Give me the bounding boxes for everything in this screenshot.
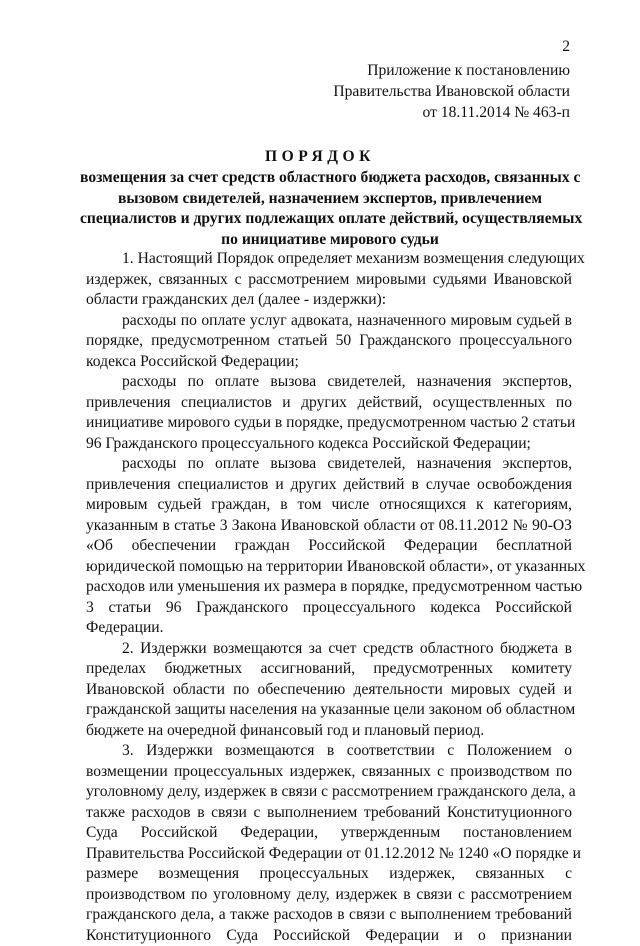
body-line: мировым судьей граждан, в том числе относящихся к категориям, (86, 495, 572, 516)
body-line: также расходов в связи с выполнением требований Конституционного (86, 803, 572, 824)
body-line: юридической помощью на территории Ивановской области», от указанных (86, 557, 572, 578)
document-body (86, 249, 572, 946)
body-line: возмещении процессуальных издержек, связанных с производством по (86, 762, 572, 783)
body-line: Ивановской области по обеспечению деятельности мировых судей и (86, 680, 572, 701)
appendix-line: Правительства Ивановской области (333, 81, 570, 102)
body-line: размере возмещения процессуальных издержек, связанных с (86, 864, 572, 885)
body-line: Федерации. (86, 618, 572, 639)
body-line: указанным в статье 3 Закона Ивановской области от 08.11.2012 № 90-ОЗ (86, 516, 572, 537)
body-line: 2. Издержки возмещаются за счет средств областного бюджета в (86, 639, 572, 660)
body-line: пределах бюджетных ассигнований, предусмотренных комитету (86, 659, 572, 680)
body-line: расходы по оплате вызова свидетелей, назначения экспертов, (86, 454, 572, 475)
body-line: порядке, предусмотренном статьей 50 Гражданского процессуального (86, 331, 572, 352)
body-line: расходов или уменьшения их размера в порядке, предусмотренном частью (86, 577, 572, 598)
subtitle-line: специалистов и других подлежащих оплате действий, осуществляемых (80, 209, 580, 230)
body-line: Суда Российской Федерации, утвержденным постановлением (86, 823, 572, 844)
body-line: кодекса Российской Федерации; (86, 352, 572, 373)
appendix-header (333, 60, 570, 123)
body-line: 3 статьи 96 Гражданского процессуального кодекса Российской (86, 598, 572, 619)
body-line: гражданского дела, а также расходов в связи с выполнением требований (86, 905, 572, 926)
body-line: инициативе мирового судьи в порядке, предусмотренном частью 2 статьи (86, 413, 572, 434)
body-line: Правительства Российской Федерации от 01.12.2012 № 1240 «О порядке и (86, 844, 572, 865)
body-line: «Об обеспечении граждан Российской Федерации бесплатной (86, 536, 572, 557)
subtitle-line: вызовом свидетелей, назначением экспертов, привлечением (80, 189, 580, 210)
body-line: области гражданских дел (далее - издержки): (86, 290, 572, 311)
body-line: привлечения специалистов и других действий в случае освобождения (86, 475, 572, 496)
appendix-line: Приложение к постановлению (333, 60, 570, 81)
body-line: Конституционного Суда Российской Федерации и о признании (86, 926, 572, 946)
body-line: расходы по оплате услуг адвоката, назначенного мировым судьей в (86, 311, 572, 332)
appendix-line: от 18.11.2014 № 463-п (333, 102, 570, 123)
document-title: ПОРЯДОК (0, 147, 640, 167)
body-line: 96 Гражданского процессуального кодекса Российской Федерации; (86, 434, 572, 455)
body-line: бюджете на очередной финансовый год и плановый период. (86, 721, 572, 742)
body-line: производством по уголовному делу, издержек в связи с рассмотрением (86, 885, 572, 906)
body-line: издержек, связанных с рассмотрением мировыми судьями Ивановской (86, 270, 572, 291)
body-line: привлечения специалистов и других действий, осуществленных по (86, 393, 572, 414)
body-line: 1. Настоящий Порядок определяет механизм возмещения следующих (86, 249, 572, 270)
body-line: уголовному делу, издержек в связи с рассмотрением гражданского дела, а (86, 782, 572, 803)
body-line: расходы по оплате вызова свидетелей, назначения экспертов, (86, 372, 572, 393)
page-number: 2 (562, 37, 570, 57)
body-line: 3. Издержки возмещаются в соответствии с Положением о (86, 741, 572, 762)
subtitle-line: по инициативе мирового судьи (80, 230, 580, 251)
body-line: гражданской защиты населения на указанные цели законом об областном (86, 700, 572, 721)
subtitle-line: возмещения за счет средств областного бюджета расходов, связанных с (80, 168, 580, 189)
document-subtitle (80, 168, 580, 250)
